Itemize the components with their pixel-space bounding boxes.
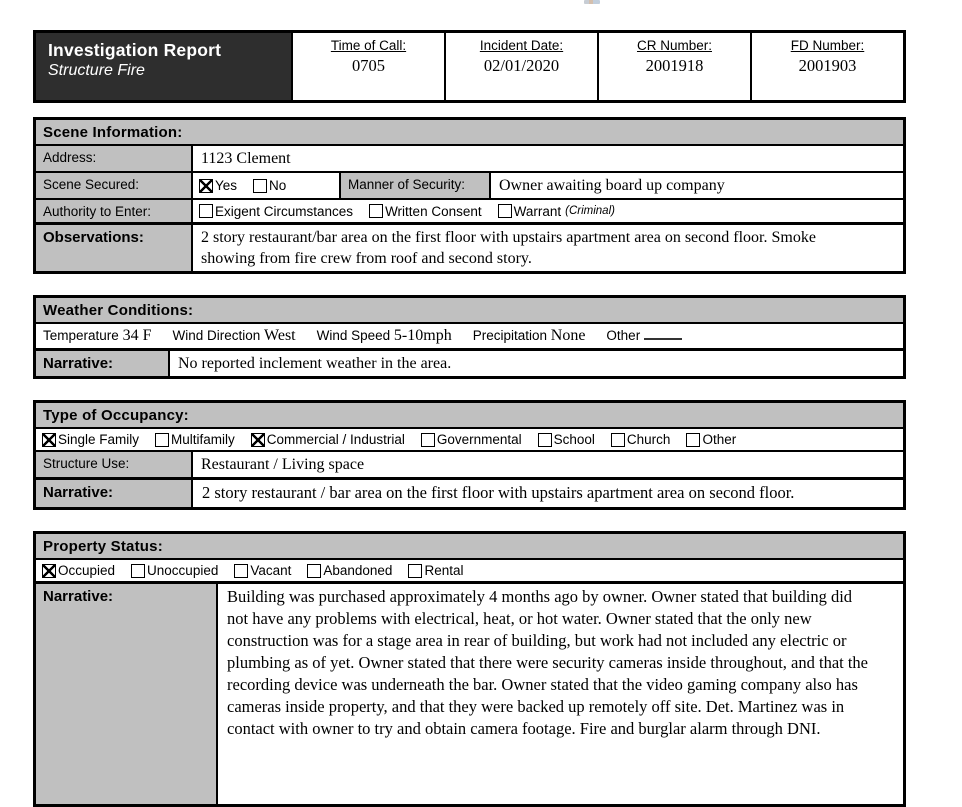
- narrative-value: Building was purchased approximately 4 months ago by owner. Owner stated that building did not have any problems with electrical, heat, or hot water. Owner stated that the only new construction was for a stage area in rear of building, but work had not included any electric or plumbing as of yet. Owner stated that there were security cameras inside throughout, and that the recording device was underneath the bar. Owner stated that the video gaming company also has cameras inside property, and that they were backed up remotely off site. Det. Martinez was in contact with owner to try and obtain camera footage. Fire and burglar alarm through DNI.: [227, 587, 869, 738]
- option-label: Exigent Circumstances: [215, 203, 354, 219]
- section-title: Weather Conditions:: [36, 298, 903, 322]
- option-label: Yes: [215, 178, 238, 193]
- warrant-checkbox[interactable]: [498, 204, 512, 218]
- option-other: [686, 432, 736, 447]
- section-scene-information: [33, 117, 906, 274]
- page-edge-artifact: [584, 0, 600, 4]
- option-label: School: [553, 432, 595, 447]
- option-multifamily: [155, 432, 235, 447]
- abandoned-checkbox[interactable]: [307, 564, 321, 578]
- address-value: 1123 Clement: [201, 150, 291, 167]
- governmental-checkbox[interactable]: [421, 433, 435, 447]
- field-value: 0705: [352, 56, 385, 75]
- temperature-label: Temperature: [43, 328, 119, 343]
- wind-speed-field: [317, 327, 452, 345]
- property-narrative-row: [36, 581, 903, 804]
- report-subtitle: Structure Fire: [48, 62, 145, 79]
- header-field-time-of-call: [291, 33, 444, 100]
- section-weather-conditions: [33, 295, 906, 379]
- option-single-family: [42, 432, 139, 447]
- occupancy-narrative-row: [36, 477, 903, 507]
- field-value: 02/01/2020: [483, 56, 560, 75]
- observations-row: [36, 222, 903, 271]
- option-label: Unoccupied: [147, 563, 219, 578]
- option-label: Commercial / Industrial: [266, 432, 405, 447]
- option-governmental: [421, 432, 522, 447]
- field-label: FD Number:: [790, 38, 865, 53]
- option-rental: [408, 563, 463, 578]
- address-row: [36, 144, 903, 171]
- precipitation-label: Precipitation: [472, 328, 547, 343]
- option-label: Written Consent: [385, 203, 482, 219]
- manner-of-security-value: Owner awaiting board up company: [499, 177, 725, 194]
- structure-use-row: [36, 450, 903, 477]
- other-label: Other: [606, 328, 641, 343]
- structure-use-value: Restaurant / Living space: [201, 456, 365, 473]
- field-label: Incident Date:: [479, 38, 564, 53]
- header-field-cr-number: [597, 33, 750, 100]
- occupancy-options-row: [36, 427, 903, 450]
- authority-label: Authority to Enter:: [36, 200, 193, 222]
- vacant-checkbox[interactable]: [234, 564, 248, 578]
- report-title: Investigation Report: [48, 40, 222, 60]
- structure-use-label: Structure Use:: [36, 452, 193, 477]
- option-church: [611, 432, 671, 447]
- option-exigent-circumstances: [199, 204, 353, 219]
- field-value: 2001903: [798, 56, 857, 75]
- written-consent-checkbox[interactable]: [369, 204, 383, 218]
- field-label: Time of Call:: [330, 38, 407, 53]
- single-family-checkbox[interactable]: [42, 433, 56, 447]
- section-type-of-occupancy: [33, 400, 906, 510]
- option-label: Occupied: [58, 563, 116, 578]
- wind-speed-value: 5-10mph: [393, 327, 452, 344]
- rental-checkbox[interactable]: [408, 564, 422, 578]
- wind-direction-value: West: [264, 327, 296, 344]
- option-occupied: [42, 563, 115, 578]
- manner-of-security-label: Manner of Security:: [341, 173, 491, 198]
- unoccupied-checkbox[interactable]: [131, 564, 145, 578]
- option-warrant: [498, 204, 615, 219]
- scene-secured-label: Scene Secured:: [36, 173, 193, 198]
- warrant-criminal-note: (Criminal): [565, 205, 615, 217]
- scene-secured-row: [36, 171, 903, 198]
- field-value: 2001918: [645, 56, 704, 75]
- investigation-report-document: [33, 30, 906, 807]
- option-commercial-industrial: [251, 432, 405, 447]
- option-no: [253, 178, 286, 193]
- other-field: [606, 328, 682, 343]
- option-label: Rental: [424, 563, 464, 578]
- option-vacant: [234, 563, 291, 578]
- observations-label: Observations:: [36, 225, 193, 271]
- address-label: Address:: [36, 146, 193, 171]
- narrative-label: Narrative:: [36, 584, 218, 804]
- section-title: Type of Occupancy:: [36, 403, 903, 427]
- wind-direction-label: Wind Direction: [172, 328, 261, 343]
- option-label: Church: [626, 432, 671, 447]
- precipitation-value: None: [550, 327, 586, 344]
- option-label: Abandoned: [323, 563, 393, 578]
- weather-fields-row: [36, 322, 903, 348]
- report-title-block: [36, 33, 291, 100]
- no-checkbox[interactable]: [253, 179, 267, 193]
- weather-narrative-row: [36, 348, 903, 376]
- option-abandoned: [307, 563, 392, 578]
- scene-secured-options: [193, 173, 341, 198]
- authority-to-enter-row: [36, 198, 903, 222]
- school-checkbox[interactable]: [538, 433, 552, 447]
- observations-value: 2 story restaurant/bar area on the first floor with upstairs apartment area on second floor. Smoke showing from fire crew from roof and second story.: [201, 229, 816, 267]
- narrative-label: Narrative:: [36, 351, 170, 376]
- wind-speed-label: Wind Speed: [316, 328, 391, 343]
- section-title: Property Status:: [36, 534, 903, 558]
- option-label: Single Family: [58, 432, 140, 447]
- option-unoccupied: [131, 563, 218, 578]
- option-label: No: [269, 178, 287, 193]
- precipitation-field: [473, 327, 586, 345]
- occupied-checkbox[interactable]: [42, 564, 56, 578]
- other-checkbox[interactable]: [686, 433, 700, 447]
- church-checkbox[interactable]: [611, 433, 625, 447]
- temperature-field: [43, 327, 151, 345]
- option-label: Multifamily: [171, 432, 235, 447]
- option-label: Governmental: [436, 432, 522, 447]
- header-field-fd-number: [750, 33, 903, 100]
- property-options-row: [36, 558, 903, 581]
- multifamily-checkbox[interactable]: [155, 433, 169, 447]
- yes-checkbox[interactable]: [199, 179, 213, 193]
- narrative-label: Narrative:: [36, 480, 193, 507]
- commercial-industrial-checkbox[interactable]: [251, 433, 265, 447]
- section-property-status: [33, 531, 906, 807]
- field-label: CR Number:: [636, 38, 712, 53]
- option-label: Warrant: [513, 203, 562, 219]
- option-written-consent: [369, 204, 482, 219]
- authority-options: [193, 200, 903, 222]
- report-header-table: [33, 30, 906, 103]
- option-label: Vacant: [250, 563, 292, 578]
- temperature-value: 34 F: [122, 327, 152, 344]
- option-label: Other: [702, 432, 737, 447]
- header-field-incident-date: [444, 33, 597, 100]
- option-school: [538, 432, 595, 447]
- other-blank-line: [644, 328, 682, 340]
- narrative-value: 2 story restaurant / bar area on the first floor with upstairs apartment area on second floor.: [202, 483, 795, 502]
- section-title: Scene Information:: [36, 120, 903, 144]
- exigent-circumstances-checkbox[interactable]: [199, 204, 213, 218]
- option-yes: [199, 178, 237, 193]
- wind-direction-field: [172, 327, 295, 345]
- narrative-value: No reported inclement weather in the area.: [178, 355, 452, 372]
